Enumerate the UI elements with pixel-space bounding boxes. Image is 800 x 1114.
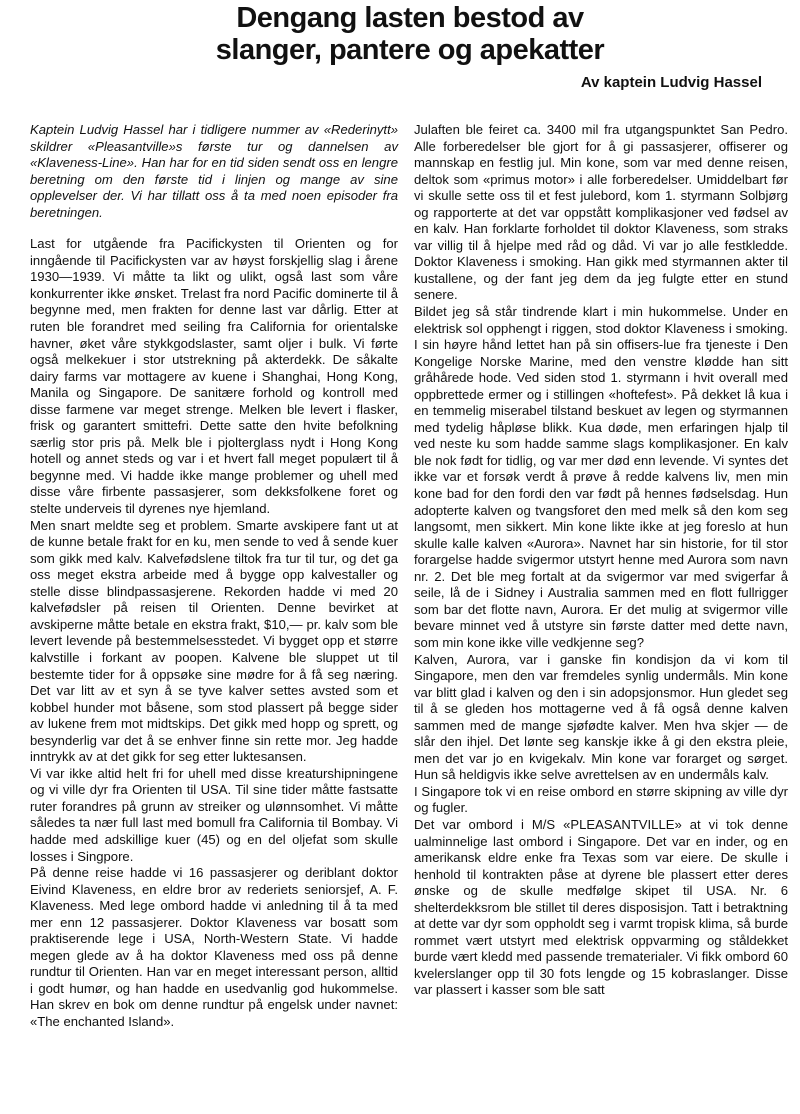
right-column <box>414 122 788 999</box>
body-paragraph: På denne reise hadde vi 16 passasjerer og deriblant doktor Eivind Klaveness, en eldre bror av rederiets seniorsjef, A. F. Klaveness. Med lege ombord hadde vi anledning til å ta med mer enn 12 passasjerer. Doktor Klaveness var bosatt som praktiserende lege i USA, North-Western State. Vi hadde megen glede av å ha doktor Klaveness med oss på denne rundtur til Orienten. Han var en meget interessant person, alltid i godt humør, og han hadde en usedvanlig god hukommelse. Han skrev en bok om denne rundtur på engelsk under navnet: «The enchanted Island». <box>30 865 398 1029</box>
left-column <box>30 122 398 1031</box>
body-paragraph: Men snart meldte seg et problem. Smarte avskipere fant ut at de kunne betale frakt for en ku, men sende to ved å sende kuer som gikk med kalv. Kalvefødslene tiltok fra tur til tur, og det ga oss meget ekstra arbeide med å bygge opp kalvestaller og stelle disse blindpassasjerene. Rekorden hadde vi med 20 kalvefødsler på reisen til Orienten. Denne bevirket at avskiperne måtte betale en ekstra frakt, $10,— pr. kalv som ble levert levende på bestemmelsesstedet. Vi bygget opp et større kalvstille i forkant av poopen. Kalvene ble sluppet ut til bestemte tider for å oppsøke sine mødre for å få seg næring. Det var litt av et syn å se tyve kalver settes avsted som et kobbel hunder mot båsene, som stod plassert på begge sider av lukene frem mot midtskips. Det gikk med hopp og sprett, og besynderlig var det å se enhver finne sin rette mor. Jeg hadde inntrykk av at det gikk for seg etter luktesansen. <box>30 517 398 765</box>
body-paragraph: Det var ombord i M/S «PLEASANTVILLE» at vi tok denne ualminnelige last ombord i Singapore. Det var en inder, og en amerikansk eldre enke fra Texas som var eiere. De skulle i henhold til kontrakten påse at dyrene ble plassert etter deres ønske og de skulle medfølge skipet til USA. Nr. 6 shelterdekksrom ble stillet til deres disposisjon. Tatt i betraktning at dette var dyr som oppholdt seg i varmt tropisk klima, så burde rommet vært utstyrt med elektrisk oppvarming og ståldekket burde vært kledd med passende trematerialer. Vi fikk ombord 60 kvelerslanger opp til 30 fots lengde og 15 kobraslanger. Disse var plassert i kasser som ble satt <box>414 816 788 998</box>
body-paragraph: I Singapore tok vi en reise ombord en større skipning av ville dyr og fugler. <box>414 783 788 816</box>
body-paragraph: Vi var ikke altid helt fri for uhell med disse kreaturshipningene og vi ville dyr fra Orienten til USA. Til sine tider måtte fastsatte ruter forandres på grunn av streiker og ulønnsomhet. Vi måtte således ta nær full last med bomull fra California til Bombay. Vi hadde med adskillige kuer (45) og en del oljefat som skulle losses i Singpore. <box>30 765 398 864</box>
article-title <box>150 2 670 66</box>
body-paragraph: Kalven, Aurora, var i ganske fin kondisjon da vi kom til Singapore, men den var fremdeles synlig undermåls. Min kone var blitt glad i kalven og den i sin adopsjonsmor. Hun gledet seg til å se gleden hos mottagerne ved å få også denne kalven sammen med de mange sjøfødte kalver. Men hva skjer — de slår den ihjel. Det lønte seg kanskje ikke å gi den ekstra pleie, men det var jo en kvigekalv. Min kone var forarget og sørget. Hun så heldigvis ikke selve avrettelsen av en undermåls kalv. <box>414 651 788 783</box>
byline: Av kaptein Ludvig Hassel <box>580 74 762 91</box>
intro-paragraph: Kaptein Ludvig Hassel har i tidligere nummer av «Rederinytt» skildrer «Pleasantville»s første tur og dannelsen av «Klaveness-Line». Han har for en tid siden sendt oss en lengre beretning om den første tid i linjen og mange av sine opplevelser der. Vi har tillatt oss å ta med noen episoder fra beretningen. <box>30 122 398 220</box>
title-line-2: slanger, pantere og apekatter <box>215 34 605 66</box>
body-paragraph: Bildet jeg så står tindrende klart i min hukommelse. Under en elektrisk sol opphengt i riggen, stod doktor Klaveness i smoking. I sin høyre hånd lettet han på sin offisers-lue fra tjeneste i Den Kongelige Norske Marine, med den venstre klødde han sitt gråhårede hode. Ved siden stod 1. styrmann i hvit overall med oppbrettede ermer og i stillingen «hoftefest». På dekket lå kua i en temmelig miserabel tilstand beskuet av legen og styrmannen med tydelig håpløse blikk. Kua døde, men erfaringen hjalp til ved neste ku som hadde samme slags komplikasjoner. En kalv ble nok født for tidlig, og var mer død enn levende. Vi syntes det ikke var et forsøk verdt å prøve å redde kalvens liv, men min kone bad for den fordi den var født på hennes fødselsdag. Hun adopterte kalven og tvangsforet den med melk så den kom seg langsomt, men sikkert. Min kone likte ikke at jeg foreslo at hun skulle kalle kalven «Aurora». Navnet har sin historie, for til stor forargelse hadde svigermor utstyrt henne med Aurora som navn nr. 2. Det ble meg fortalt at da svigermor var med svigerfar å seile, lå de i Sidney i Australia sammen med en flott fullrigger som bar det flotte navn, Aurora. Er det mulig at svigermor ville bevare minnet ved å utstyre sin første datter med dette navn, som min kone ikke ville vedkjenne seg? <box>414 304 788 650</box>
body-paragraph: Last for utgående fra Pacifickysten til Orienten og for inngående til Pacifickysten var av høyst forskjellig slag i årene 1930—1939. Vi måtte ta likt og ulikt, også last som våre konkurrenter ikke ønsket. Trelast fra nord Pacific dominerte til å begynne med, men frakten for denne last var dårlig. Etter at ruten ble forandret med seiling fra California for orientalske havner, øket våre stykkgodslaster, samt oljer i bulk. Vi førte også melkekuer i stor utstrekning på akterdekk. De såkalte dairy farms var mottagere av kuene i Shanghai, Hong Kong, Manila og Singapore. De sanitære forhold og kontroll med disse farmene var meget strenge. Melken ble levert i flasker, frisk og garantert smittefri. Dette satte den hvite befolkning særlig stor pris på. Melk ble i pjolterglass nydt i Hong Kong hotell og annet steds og var i et hvert fall meget populært til å begynne med. Vi hadde ikke mange problemer og uhell med disse våre firbente passasjerer, som dekksfolkene foret og stelte underveis til dyrenes nye hjemland. <box>30 236 398 517</box>
body-paragraph: Julaften ble feiret ca. 3400 mil fra utgangspunktet San Pedro. Alle forberedelser ble gjort for å gi passasjerer, offiserer og mannskap en festlig jul. Min kone, som var med denne reisen, deltok som «primus motor» i alle forberedelser. Umiddelbart før vi skulle sette oss til et fest julebord, kom 1. styrmann Solbjørg og rapporterte at det var oppstått komplikasjoner ved fødsel av en kalv. Han forklarte forholdet til doktor Klaveness, som straks var villig til å hjelpe med råd og dåd. Vi var jo alle festkledde. Doktor Klaveness i smoking. Han gikk med styrmannen akter til kustallene, og der fant jeg dem da jeg fulgte etter en stund senere. <box>414 122 788 303</box>
title-line-1: Dengang lasten bestod av <box>236 2 584 34</box>
